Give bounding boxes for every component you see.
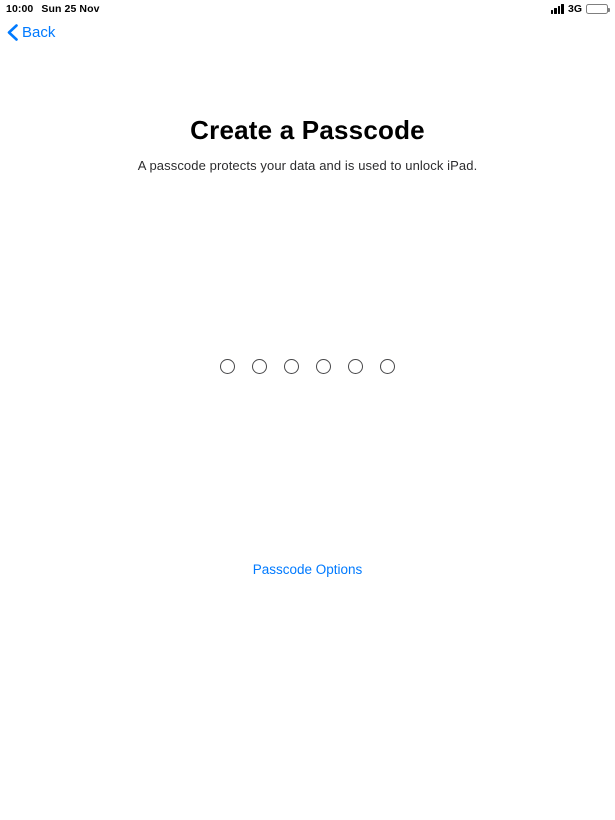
battery-icon bbox=[586, 4, 608, 15]
passcode-dot bbox=[380, 359, 395, 374]
network-type-label: 3G bbox=[567, 3, 582, 15]
passcode-dots[interactable] bbox=[0, 359, 615, 374]
status-bar-left bbox=[6, 3, 100, 15]
header-block bbox=[0, 115, 615, 173]
passcode-dot bbox=[284, 359, 299, 374]
passcode-dot bbox=[220, 359, 235, 374]
battery-nub bbox=[608, 8, 610, 12]
status-bar-right bbox=[551, 3, 610, 15]
back-button[interactable] bbox=[7, 24, 55, 41]
status-date: Sun 25 Nov bbox=[41, 3, 100, 15]
status-time: 10:00 bbox=[6, 3, 34, 15]
back-button-label: Back bbox=[22, 24, 56, 41]
cellular-signal-icon bbox=[551, 4, 564, 14]
page-title: Create a Passcode bbox=[190, 115, 425, 145]
status-bar bbox=[0, 0, 615, 16]
page-subtitle: A passcode protects your data and is used to unlock iPad. bbox=[137, 158, 478, 173]
passcode-options-button[interactable]: Passcode Options bbox=[252, 562, 363, 577]
passcode-dot bbox=[252, 359, 267, 374]
passcode-dot bbox=[316, 359, 331, 374]
chevron-left-icon bbox=[7, 24, 18, 41]
passcode-dot bbox=[348, 359, 363, 374]
